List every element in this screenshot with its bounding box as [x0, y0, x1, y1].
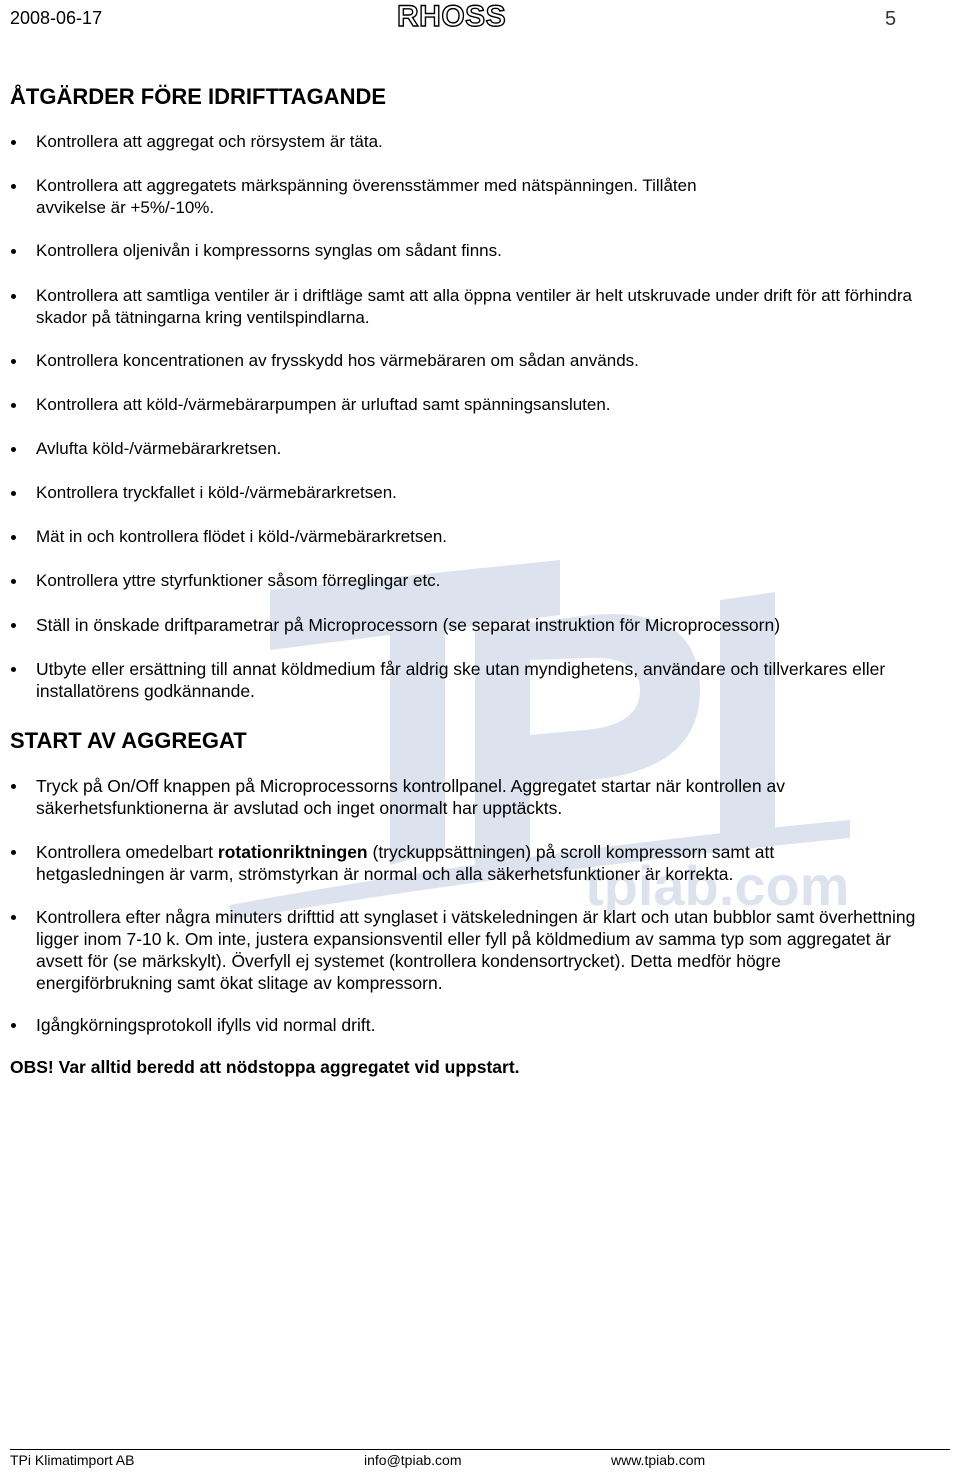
- bullet-icon: [11, 447, 16, 452]
- footer-divider: [10, 1449, 950, 1450]
- brand-logo: RHOSS: [397, 0, 507, 33]
- section-title-before-startup: ÅTGÄRDER FÖRE IDRIFTTAGANDE: [10, 84, 387, 109]
- document-page: 2008-06-17 RHOSS 5 tpiab.com ÅTGÄRDER FÖRE IDRIFTTAGANDE Kontrollera att aggregat och rörsystem är täta. Kontrollera att aggregatets märkspänning överensstämmer med nätspänningen. Tillåten avvikelse är +5%/-10%. Kontrollera oljenivån i kompressorns synglas om sådant finns. Kontrollera att samtliga ventiler är i driftläge samt att alla öppna ventiler är helt utskruvade under drift för att förhindra skador på tätningarna kring ventilspindlarna. Kontrollera koncentrationen av frysskydd hos värmebäraren om sådan används. Kontrollera att köld-/värmebärarpumpen är urluftad samt spänningsansluten. Avlufta köld-/värmebärarkretsen. Kontrollera tryckfallet i köld-/värmebärarkretsen. Mät in och kontrollera flödet i köld-/värmebärarkretsen. Kontrollera yttre styrfunktioner såsom förreglingar etc. Ställ in önskade driftparametrar på Microprocessorn (se separat instruktion för Microprocessorn) Utbyte eller ersättning till annat köldmedium får aldrig ske utan myndighetens, användare och tillverkares eller installatörens godkännande. START AV AGGREGAT Tryck på On/Off knappen på Microprocessorns kontrollpanel. Aggregatet startar när kontrollen av säkerhetsfunktionerna är avslutad och inget onormalt har upptäckts. Kontrollera omedelbart rotationriktningen (tryckuppsättningen) på scroll kompressorn samt att hetgasledningen är varm, strömstyrkan är normal och alla säkerhetsfunktioner är korrekta. Kontrollera efter några minuters drifttid att synglaset i vätskeledningen är klart och utan bubblor samt överhettning ligger inom 7-10 k. Om inte, justera expansionsventil eller fyll på köldmedium av samma typ som aggregatet är avsett för (se märkskylt). Överfyll ej systemet (kontrollera kondensortrycket). Detta medför högre energiförbrukning samt ökat slitage av kompressorn. Igångkörningsprotokoll ifylls vid normal drift. OBS! Var alltid beredd att nödstoppa aggregatet vid uppstart. TPi Klimatimport AB info@tpiab.com www.tpiab.com: [0, 0, 960, 1472]
- bullet-icon: [11, 535, 16, 540]
- footer-company: TPi Klimatimport AB: [10, 1452, 135, 1468]
- header-date: 2008-06-17: [10, 8, 103, 28]
- bullet-icon: [11, 623, 16, 628]
- bullet-icon: [11, 784, 16, 789]
- bullet-icon: [11, 184, 16, 189]
- page-number: 5: [885, 8, 897, 30]
- bullet-icon: [11, 249, 16, 254]
- bullet-icon: [11, 140, 16, 145]
- footer-website-link[interactable]: www.tpiab.com: [611, 1452, 706, 1468]
- bullet-icon: [11, 294, 16, 299]
- bullet-icon: [11, 1023, 16, 1028]
- bullet-icon: [11, 915, 16, 920]
- emphasis-text: rotationriktningen: [217, 842, 368, 862]
- bullet-icon: [11, 491, 16, 496]
- bullet-icon: [11, 359, 16, 364]
- bullet-icon: [11, 403, 16, 408]
- footer-email-link[interactable]: info@tpiab.com: [364, 1452, 462, 1468]
- safety-notice: OBS! Var alltid beredd att nödstoppa aggregatet vid uppstart.: [10, 1057, 520, 1077]
- bullet-icon: [11, 667, 16, 672]
- bullet-icon: [11, 579, 16, 584]
- watermark-text: tpiab.com: [585, 854, 850, 917]
- bullet-icon: [11, 850, 16, 855]
- section-title-start: START AV AGGREGAT: [10, 728, 247, 753]
